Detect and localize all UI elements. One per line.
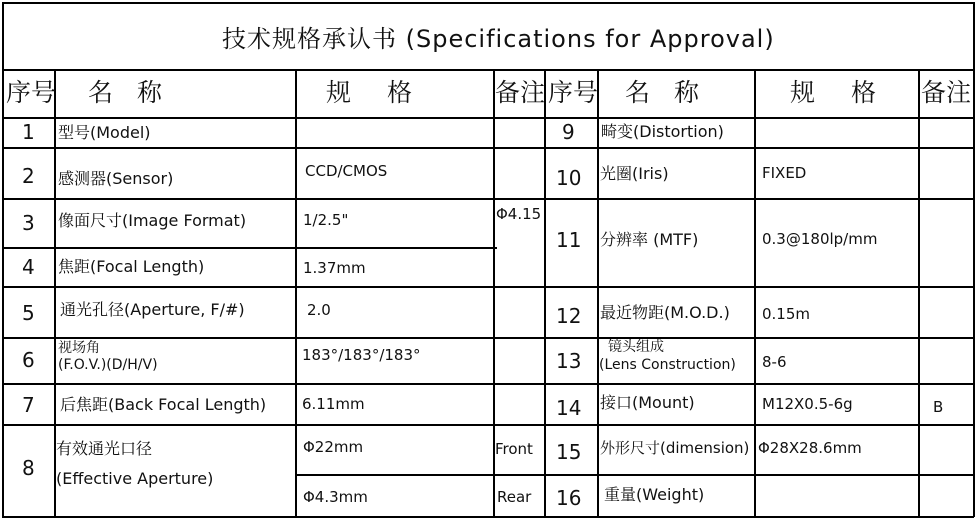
item-name-line1: 镜头组成	[608, 339, 664, 355]
col-line	[597, 69, 599, 516]
item-name: 接口(Mount)	[600, 393, 695, 412]
item-spec: 2.0	[307, 301, 331, 319]
item-spec: 0.15m	[762, 305, 811, 323]
header-note: 备注	[495, 78, 546, 107]
item-name-line2: (Lens Construction)	[599, 357, 736, 373]
row-number: 6	[22, 348, 35, 372]
row-line	[2, 424, 974, 426]
row-number: 12	[556, 304, 582, 328]
item-name: 感测器(Sensor)	[58, 169, 174, 188]
row-number: 11	[556, 228, 582, 252]
row-number: 10	[556, 166, 582, 190]
table-border-right	[973, 2, 975, 517]
row-line	[2, 198, 974, 200]
item-name: 重量(Weight)	[604, 485, 705, 504]
col-line	[544, 69, 546, 516]
row-number: 7	[22, 393, 35, 417]
item-spec-rear: Φ4.3mm	[303, 488, 368, 506]
row-line-split	[295, 474, 974, 476]
row-line	[2, 383, 974, 385]
item-note-front: Front	[495, 440, 533, 458]
item-name: 畸变(Distortion)	[601, 122, 724, 141]
row-number: 2	[22, 164, 35, 188]
item-name: 后焦距(Back Focal Length)	[60, 395, 267, 414]
row-number: 14	[556, 396, 582, 420]
item-spec: M12X0.5-6g	[762, 395, 853, 413]
item-spec: 1.37mm	[303, 259, 366, 277]
header-note: 备注	[921, 78, 972, 107]
table-border-top	[2, 2, 974, 4]
item-note: B	[933, 398, 944, 416]
row-line	[2, 337, 974, 339]
item-name-line2: (Effective Aperture)	[56, 469, 214, 488]
header-spec: 规 格	[790, 78, 890, 107]
item-name: 分辨率 (MTF)	[600, 230, 699, 249]
item-spec: CCD/CMOS	[305, 162, 388, 180]
row-number: 8	[22, 456, 35, 480]
item-name: 焦距(Focal Length)	[58, 257, 205, 276]
item-name: 光圈(Iris)	[600, 164, 669, 183]
item-name: 型号(Model)	[58, 123, 151, 142]
row-line	[2, 247, 497, 249]
row-number: 16	[556, 486, 582, 510]
item-spec: 0.3@180lp/mm	[762, 230, 878, 248]
item-spec: FIXED	[762, 164, 807, 182]
page-title: 技术规格承认书 (Specifications for Approval)	[222, 25, 775, 53]
item-name: 像面尺寸(Image Format)	[58, 211, 247, 230]
header-name: 名 称	[88, 78, 170, 107]
item-spec: 183°/183°/183°	[302, 346, 421, 364]
item-spec-front: Φ22mm	[303, 438, 364, 456]
row-number: 15	[556, 440, 582, 464]
header-spec: 规 格	[326, 78, 426, 107]
item-name-line1: 有效通光口径	[56, 439, 153, 458]
title-separator	[2, 69, 974, 71]
item-name: 外形尺寸(dimension)	[600, 439, 750, 457]
col-line	[295, 69, 297, 516]
header-seq: 序号	[6, 78, 57, 107]
row-number: 13	[556, 349, 582, 373]
item-spec: 1/2.5"	[303, 211, 349, 229]
item-note-rear: Rear	[497, 488, 532, 506]
header-name: 名 称	[625, 78, 707, 107]
item-note: Φ4.15	[496, 205, 542, 223]
row-number: 9	[562, 120, 575, 144]
col-line	[754, 69, 756, 516]
item-spec: 8-6	[762, 353, 787, 371]
header-seq: 序号	[548, 78, 599, 107]
col-line	[918, 69, 920, 516]
row-number: 4	[22, 255, 35, 279]
item-name-line2: (F.O.V.)(D/H/V)	[58, 357, 158, 373]
item-name: 最近物距(M.O.D.)	[600, 303, 730, 322]
item-spec: 6.11mm	[302, 395, 365, 413]
row-line	[2, 147, 974, 149]
item-name-line1: 视场角	[58, 340, 100, 356]
header-separator	[2, 117, 974, 119]
table-border-bottom	[2, 516, 974, 518]
table-border-left	[2, 2, 4, 517]
item-spec: Φ28X28.6mm	[758, 439, 862, 457]
row-number: 5	[22, 301, 35, 325]
row-number: 1	[22, 120, 35, 144]
row-number: 3	[22, 211, 35, 235]
item-name: 通光孔径(Aperture, F/#)	[60, 300, 245, 319]
row-line	[2, 286, 974, 288]
